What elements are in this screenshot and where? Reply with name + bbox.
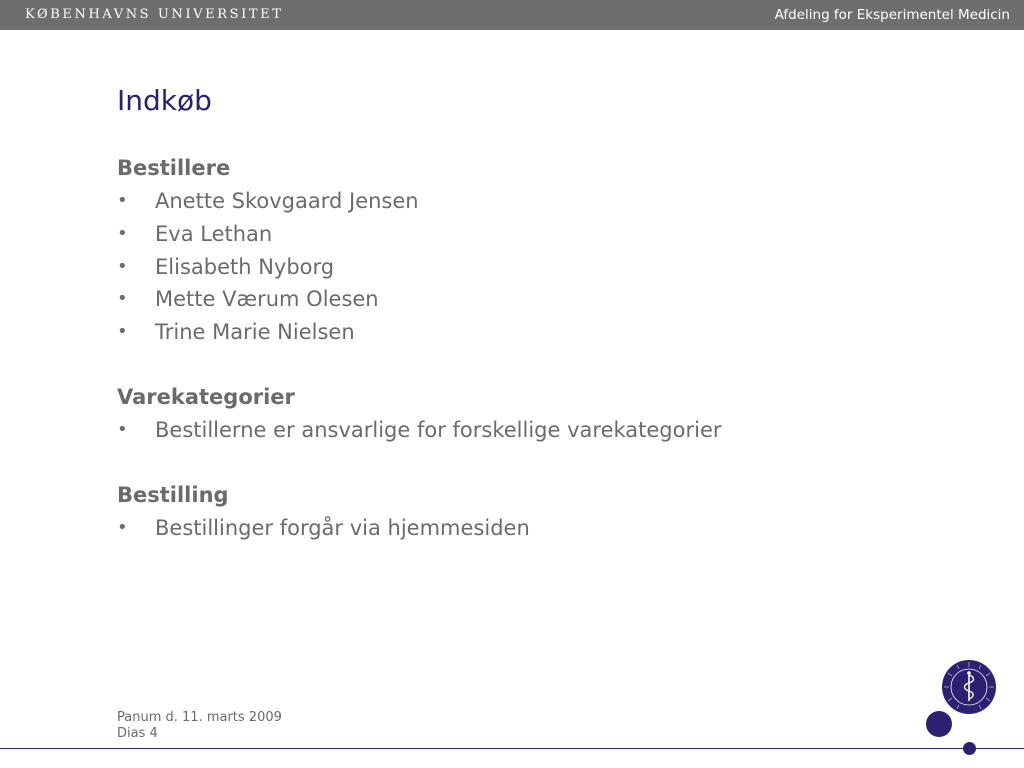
bullet-icon: •: [117, 190, 128, 211]
bullet-list: [117, 512, 997, 545]
university-name: KØBENHAVNS UNIVERSITET: [25, 7, 284, 22]
section-heading: Varekategorier: [117, 384, 295, 409]
list-item: [117, 512, 997, 545]
decorative-circle-small: [963, 742, 976, 755]
list-item-text: Trine Marie Nielsen: [155, 320, 355, 345]
bullet-icon: •: [117, 255, 128, 277]
department-name: Afdeling for Eksperimentel Medicin: [774, 7, 1010, 23]
slide-title: Indkøb: [117, 84, 212, 117]
list-item: [117, 218, 997, 251]
list-item: [117, 316, 997, 349]
bullet-icon: •: [117, 516, 128, 538]
list-item-text: Elisabeth Nyborg: [155, 254, 335, 279]
bullet-icon: •: [117, 288, 128, 310]
slide-number: Dias 4: [117, 726, 158, 741]
bullet-list: [117, 185, 997, 349]
bullet-icon: •: [117, 222, 128, 244]
section-bestillere: [117, 152, 997, 349]
section-varekategorier: [117, 381, 997, 447]
list-item: [117, 414, 997, 447]
section-heading: Bestillere: [117, 156, 231, 180]
section-heading: Bestilling: [117, 482, 229, 507]
bullet-icon: •: [117, 321, 128, 343]
footer-date: Panum d. 11. marts 2009: [117, 710, 282, 725]
bullet-list: [117, 414, 997, 447]
slide-content: [117, 152, 997, 545]
footer: [117, 710, 282, 742]
faculty-seal-icon: [941, 659, 997, 715]
section-bestilling: [117, 479, 997, 545]
bullet-icon: •: [117, 418, 128, 440]
header-bar: [0, 0, 1024, 30]
list-item: [117, 251, 997, 284]
decorative-circle-large: [926, 711, 952, 737]
list-item-text: Bestillerne er ansvarlige for forskellige varekategorier: [155, 417, 722, 442]
list-item: [117, 185, 997, 218]
list-item-text: Anette Skovgaard Jensen: [155, 189, 419, 213]
list-item-text: Eva Lethan: [155, 221, 273, 246]
list-item-text: Mette Værum Olesen: [155, 287, 379, 312]
spacer: [117, 447, 997, 479]
footer-divider: [0, 748, 1024, 749]
list-item: [117, 283, 997, 316]
list-item-text: Bestillinger forgår via hjemmesiden: [155, 515, 530, 540]
spacer: [117, 349, 997, 381]
